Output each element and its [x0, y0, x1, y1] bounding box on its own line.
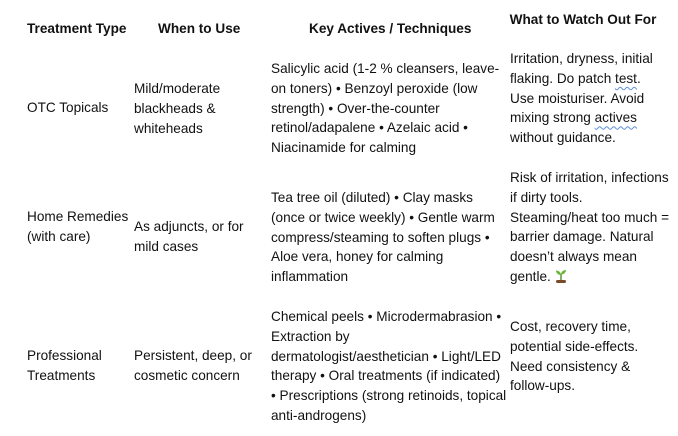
- header-watch-out: What to Watch Out For: [509, 12, 657, 27]
- row-otc-type: OTC Topicals: [27, 100, 109, 115]
- row-pro-watch: Cost, recovery time, potential side-effects. Need consistency & follow-ups.: [510, 319, 639, 394]
- row-otc-actives: Salicylic acid (1-2 % cleansers, leave-on toners) • Benzoyl peroxide (low strength) • Over-the-counter retinol/adapalene • Azelaic acid • Niacinamide for calming: [271, 61, 500, 156]
- header-treatment-type: Treatment Type: [27, 21, 127, 36]
- row-pro-actives: Chemical peels • Microdermabrasion • Extraction by dermatologist/aesthetician • Light/LED therapy • Oral treatments (if indicated) • Prescriptions (strong retinoids, topical anti-androgens): [271, 309, 507, 423]
- watch-text-c: . Use moisturiser. Avoid mixing strong: [510, 70, 645, 126]
- row-otc-when: Mild/moderate blackheads & whiteheads: [134, 81, 221, 136]
- row-home-when: As adjuncts, or for mild cases: [134, 219, 244, 254]
- spellcheck-word-test: test: [615, 70, 637, 86]
- watch-text-e: without guidance.: [510, 130, 616, 146]
- row-otc-watch: [510, 49, 668, 148]
- watch-text: Risk of irritation, infections if dirty tools. Steaming/heat too much = barrier damage. Natural doesn’t always mean gentle.: [510, 170, 670, 284]
- row-home-watch: [510, 168, 670, 287]
- header-key-actives: Key Actives / Techniques: [309, 21, 472, 36]
- row-home-type: Home Remedies (with care): [27, 209, 129, 244]
- row-home-actives: Tea tree oil (diluted) • Clay masks (once or twice weekly) • Gentle warm compress/steaming to soften plugs • Aloe vera, honey for calming inflammation: [271, 190, 495, 285]
- header-when-to-use: When to Use: [158, 21, 241, 36]
- row-pro-when: Persistent, deep, or cosmetic concern: [134, 348, 252, 383]
- seedling-icon: [553, 268, 569, 284]
- spellcheck-word-actives: actives: [594, 110, 637, 126]
- row-pro-type: Professional Treatments: [27, 348, 102, 383]
- watch-text-a: Irritation, dryness, initial flaking. Do patch: [510, 51, 653, 86]
